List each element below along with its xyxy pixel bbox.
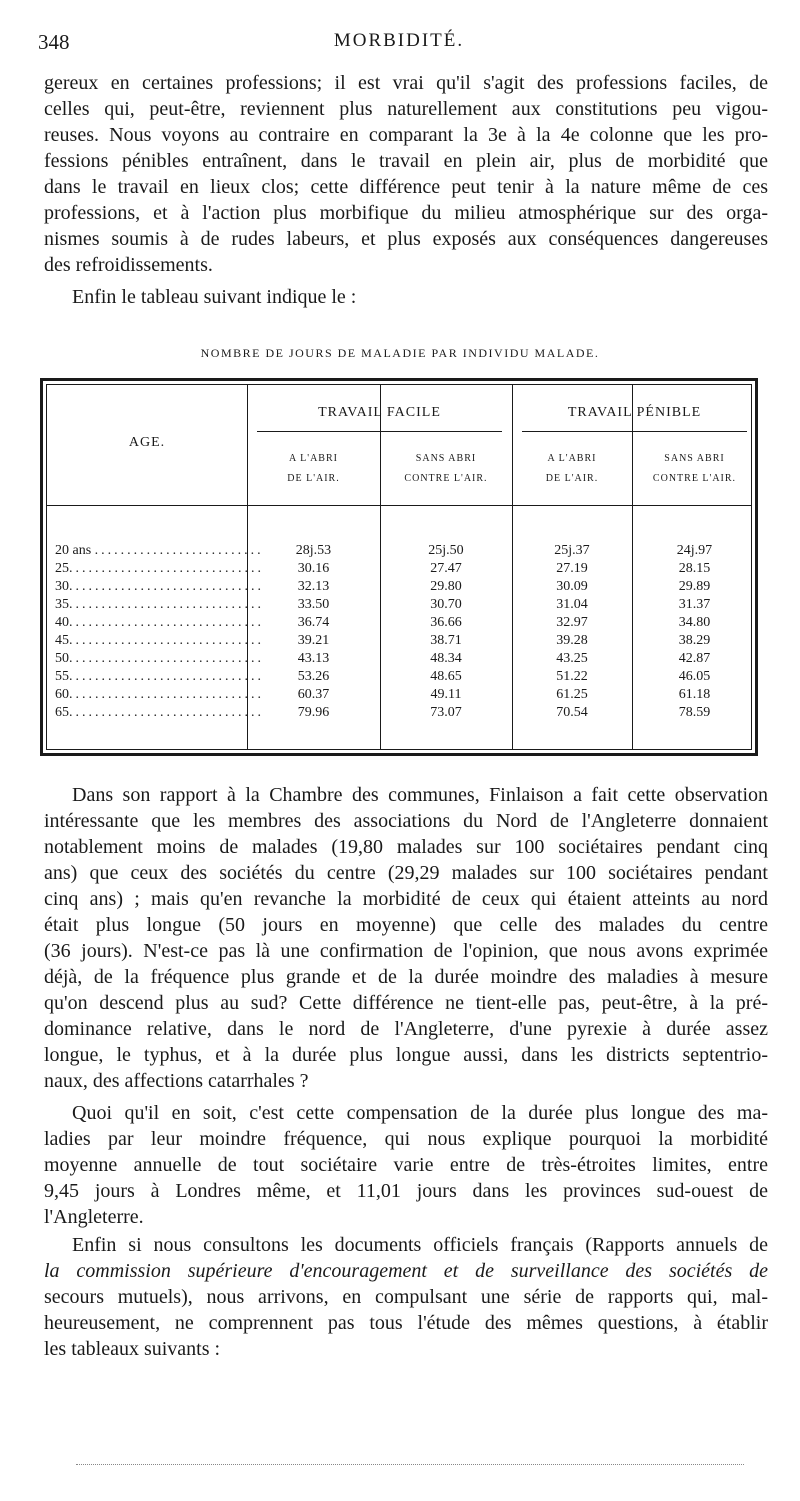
subheader-line: SANS ABRI <box>415 453 477 464</box>
text-line: qu'on descend plus au sud? Cette différence ne tient-elle pas, peut-être, à la pré- <box>44 992 768 1014</box>
subheader-penible-sans-abri <box>632 449 757 489</box>
value-cell: 73.07 <box>430 705 462 720</box>
table-row <box>47 705 751 721</box>
value-cell: 43.13 <box>297 651 330 666</box>
table-row <box>47 597 751 613</box>
paragraph-2 <box>44 284 768 310</box>
text-line: cinq ans) ; mais qu'en revanche la morbidité de ceux qui étaient atteints au nord <box>44 888 768 910</box>
subheader-facile-sans-abri <box>380 449 512 489</box>
text-line: intéressante que les membres des associations du Nord de l'Angleterre donnaient <box>44 810 768 832</box>
text-line: dans le travail en lieux clos; cette différence peut tenir à la nature même de ces <box>44 176 768 198</box>
text-line: Enfin le tableau suivant indique le : <box>72 286 357 308</box>
text-line: (36 jours). N'est-ce pas là une confirmation de l'opinion, que nous avons exprimée <box>44 940 768 962</box>
paragraph-3 <box>44 782 768 1094</box>
age-cell: 40.............................. <box>55 615 264 630</box>
subheader-line: CONTRE L'AIR. <box>652 473 737 484</box>
group-header-penible: TRAVAIL PÉNIBLE <box>567 405 702 420</box>
age-cell: 50.............................. <box>55 651 264 666</box>
value-cell: 53.26 <box>297 669 330 684</box>
page-number: 348 <box>38 30 70 54</box>
running-title: MORBIDITÉ. <box>333 30 465 51</box>
group-rule <box>257 431 502 432</box>
value-cell: 24j.97 <box>676 543 713 558</box>
text-line: naux, des affections catarrhales ? <box>44 1070 309 1092</box>
value-cell: 48.65 <box>430 669 462 684</box>
value-cell: 60.37 <box>297 687 330 702</box>
value-cell: 42.87 <box>678 651 711 666</box>
page-header <box>38 30 760 60</box>
value-cell: 32.13 <box>297 579 330 594</box>
text-line: ans) que ceux des sociétés du centre (29,29 malades sur 100 sociétaires pendant <box>44 862 768 884</box>
value-cell: 25j.50 <box>428 543 464 558</box>
table-row <box>47 633 751 649</box>
text-line: était plus longue (50 jours en moyenne) que celle des malades du centre <box>44 914 768 936</box>
subheader-line: A L'ABRI <box>547 453 597 464</box>
value-cell: 51.22 <box>556 669 588 684</box>
subheader-line: DE L'AIR. <box>287 473 340 484</box>
age-cell: 25.............................. <box>55 561 264 576</box>
value-cell: 46.05 <box>678 669 711 684</box>
text-line: notablement moins de malades (19,80 malades sur 100 sociétaires pendant cinq <box>44 836 768 858</box>
age-cell: 35.............................. <box>55 597 264 612</box>
value-cell: 38.71 <box>430 633 462 648</box>
text-line: moyenne annuelle de tout sociétaire varie entre de très-étroites limites, entre <box>44 1154 768 1176</box>
text-line: les tableaux suivants : <box>44 1338 221 1360</box>
table-row <box>47 561 751 577</box>
value-cell: 25j.37 <box>554 543 590 558</box>
paragraph-5 <box>44 1232 768 1362</box>
value-cell: 36.74 <box>297 615 330 630</box>
text-line: ladies par leur moindre fréquence, qui nous explique pourquoi la morbidité <box>44 1128 768 1150</box>
text-line: la commission supérieure d'encouragement et de surveillance des sociétés de <box>44 1260 768 1282</box>
value-cell: 49.11 <box>430 687 462 702</box>
value-cell: 61.18 <box>678 687 711 702</box>
text-line: longue, le typhus, et à la durée plus longue aussi, dans les districts septentrio- <box>44 1044 768 1066</box>
value-cell: 36.66 <box>430 615 462 630</box>
value-cell: 29.80 <box>430 579 462 594</box>
subheader-line: DE L'AIR. <box>545 473 599 484</box>
value-cell: 31.04 <box>556 597 588 612</box>
value-cell: 28j.53 <box>295 543 332 558</box>
age-cell: 45.............................. <box>55 633 264 648</box>
text-line: secours mutuels), nous arrivons, en compulsant une série de rapports qui, mal- <box>44 1286 768 1308</box>
group-header-facile: TRAVAIL FACILE <box>318 405 441 420</box>
table-row <box>47 543 751 559</box>
value-cell: 70.54 <box>556 705 588 720</box>
text-line: reuses. Nous voyons au contraire en comparant la 3e à la 4e colonne que les pro- <box>44 124 768 146</box>
text-line: des refroidissements. <box>44 254 213 276</box>
table-inner-frame <box>46 384 752 750</box>
table-row <box>47 687 751 703</box>
text-line: 9,45 jours à Londres même, et 11,01 jours dans les provinces sud-ouest de <box>44 1180 768 1202</box>
value-cell: 39.28 <box>556 633 588 648</box>
value-cell: 61.25 <box>556 687 588 702</box>
value-cell: 27.47 <box>430 561 462 576</box>
text-line: déjà, de la fréquence plus grande et de la durée moindre des maladies à mesure <box>44 966 768 988</box>
text-line: gereux en certaines professions; il est vrai qu'il s'agit des professions faciles, de <box>44 72 768 94</box>
text-line: heureusement, ne comprennent pas tous l'étude des mêmes questions, à établir <box>44 1312 768 1334</box>
value-cell: 32.97 <box>556 615 588 630</box>
paragraph-1 <box>44 70 768 278</box>
text-line: Dans son rapport à la Chambre des communes, Finlaison a fait cette observation <box>72 784 768 806</box>
text-line: dominance relative, dans le nord de l'Angleterre, d'une pyrexie à durée assez <box>44 1018 768 1040</box>
footer-rule <box>76 1464 744 1465</box>
paragraph-4 <box>44 1100 768 1230</box>
value-cell: 30.09 <box>556 579 588 594</box>
value-cell: 38.29 <box>678 633 711 648</box>
value-cell: 79.96 <box>297 705 330 720</box>
text-line: Enfin si nous consultons les documents officiels français (Rapports annuels de <box>72 1234 768 1256</box>
age-cell: 20 ans .......................... <box>55 543 264 558</box>
text-line: fessions pénibles entraînent, dans le travail en plein air, plus de morbidité que <box>44 150 768 172</box>
table-row <box>47 615 751 631</box>
value-cell: 28.15 <box>678 561 711 576</box>
value-cell: 43.25 <box>556 651 588 666</box>
subheader-line: A L'ABRI <box>289 453 338 464</box>
value-cell: 48.34 <box>430 651 462 666</box>
age-cell: 55.............................. <box>55 669 264 684</box>
table-caption: NOMBRE DE JOURS DE MALADIE PAR INDIVIDU MALADE. <box>200 346 600 360</box>
age-column-header: AGE. <box>128 435 166 450</box>
age-cell: 30.............................. <box>55 579 264 594</box>
header-divider <box>47 505 751 506</box>
value-cell: 39.21 <box>297 633 330 648</box>
age-cell: 65.............................. <box>55 705 264 720</box>
value-cell: 27.19 <box>556 561 588 576</box>
value-cell: 29.89 <box>678 579 711 594</box>
text-line: Quoi qu'il en soit, c'est cette compensation de la durée plus longue des ma- <box>72 1102 768 1124</box>
morbidity-table <box>40 378 758 756</box>
value-cell: 30.16 <box>297 561 330 576</box>
value-cell: 33.50 <box>297 597 330 612</box>
subheader-penible-abri <box>512 449 632 489</box>
value-cell: 34.80 <box>678 615 711 630</box>
age-cell: 60.............................. <box>55 687 264 702</box>
text-line: nismes soumis à de rudes labeurs, et plus exposés aux conséquences dangereuses <box>44 228 768 250</box>
table-row <box>47 579 751 595</box>
table-row <box>47 651 751 667</box>
subheader-line: CONTRE L'AIR. <box>404 473 488 484</box>
text-line: celles qui, peut-être, reviennent plus naturellement aux constitutions peu vigou- <box>44 98 768 120</box>
value-cell: 30.70 <box>430 597 462 612</box>
subheader-line: SANS ABRI <box>664 453 725 464</box>
table-row <box>47 669 751 685</box>
subheader-facile-abri <box>247 449 380 489</box>
group-rule <box>522 431 747 432</box>
value-cell: 78.59 <box>678 705 711 720</box>
text-line: professions, et à l'action plus morbifique du milieu atmosphérique sur des orga- <box>44 202 768 224</box>
value-cell: 31.37 <box>678 597 711 612</box>
text-line: l'Angleterre. <box>44 1206 144 1228</box>
